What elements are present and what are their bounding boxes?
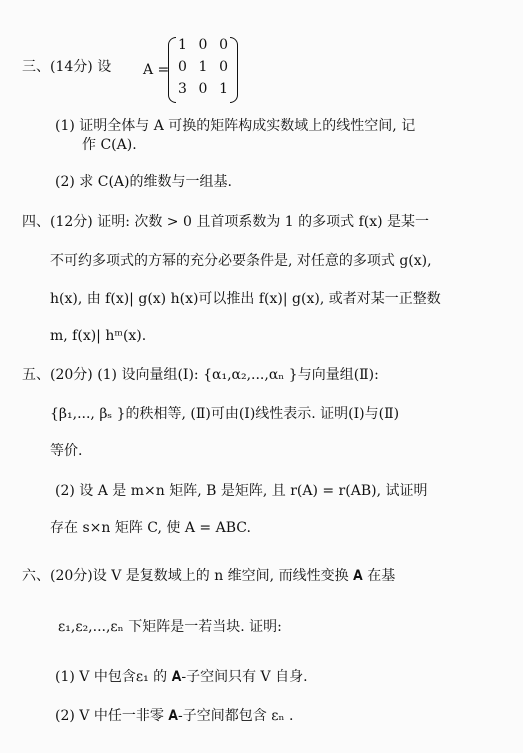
q4-line1: 四、(12分) 证明: 次数 > 0 且首项系数为 1 的多项式 f(x) 是某一: [22, 214, 430, 230]
q5-line2: {β₁,..., βₛ }的秩相等, (Ⅱ)可由(Ⅰ)线性表示. 证明(Ⅰ)与(Ⅱ): [50, 406, 400, 422]
matrix-cell: 1: [219, 81, 228, 97]
q3-part1-line1: (1) 证明全体与 A 可换的矩阵构成实数域上的线性空间, 记: [55, 118, 416, 134]
q5-line4: (2) 设 A 是 m×n 矩阵, B 是矩阵, 且 r(A) = r(AB), 试证明: [55, 483, 428, 499]
q4-line3: h(x), 由 f(x)| g(x) h(x)可以推出 f(x)| g(x), 或者对某一正整数: [50, 291, 441, 307]
matrix-a: [168, 37, 238, 103]
q3-part1-line2: 作 C(A).: [82, 137, 137, 153]
matrix-cell: 0: [219, 37, 228, 53]
q6-line2: ε₁,ε₂,...,εₙ 下矩阵是一若当块. 证明:: [58, 619, 282, 635]
matrix-row: [178, 59, 228, 75]
q6-line1: 六、(20分)设 V 是复数域上的 n 维空间, 而线性变换 𝐀 在基: [22, 568, 396, 584]
matrix-cell: 0: [178, 59, 187, 75]
matrix-row: [178, 37, 228, 53]
matrix-cell: 3: [178, 81, 187, 97]
q3-label: 三、(14分) 设: [22, 59, 112, 75]
q4-line4: m, f(x)| hᵐ(x).: [50, 328, 147, 344]
matrix-cell: 0: [219, 59, 228, 75]
matrix-left-bracket: [168, 37, 176, 103]
matrix-cell: 0: [198, 81, 208, 97]
q6-line3: (1) V 中包含ε₁ 的 𝐀-子空间只有 V 自身.: [55, 669, 308, 685]
q4-line2: 不可约多项式的方幂的充分必要条件是, 对任意的多项式 g(x),: [50, 253, 432, 269]
q5-line1: 五、(20分) (1) 设向量组(Ⅰ): {α₁,α₂,...,αₙ }与向量组(Ⅱ):: [22, 367, 379, 383]
matrix-cell: 0: [198, 37, 208, 53]
matrix-cell: 1: [178, 37, 187, 53]
q5-line5: 存在 s×n 矩阵 C, 使 A = ABC.: [50, 520, 251, 536]
matrix-right-bracket: [230, 37, 238, 103]
q6-line4: (2) V 中任一非零 𝐀-子空间都包含 εₙ .: [55, 708, 294, 724]
matrix-row: [178, 81, 228, 97]
matrix-a-label: A =: [143, 62, 170, 78]
matrix-cell: 1: [198, 59, 208, 75]
q5-line3: 等价.: [50, 443, 83, 459]
q3-part2: (2) 求 C(A)的维数与一组基.: [55, 174, 232, 190]
